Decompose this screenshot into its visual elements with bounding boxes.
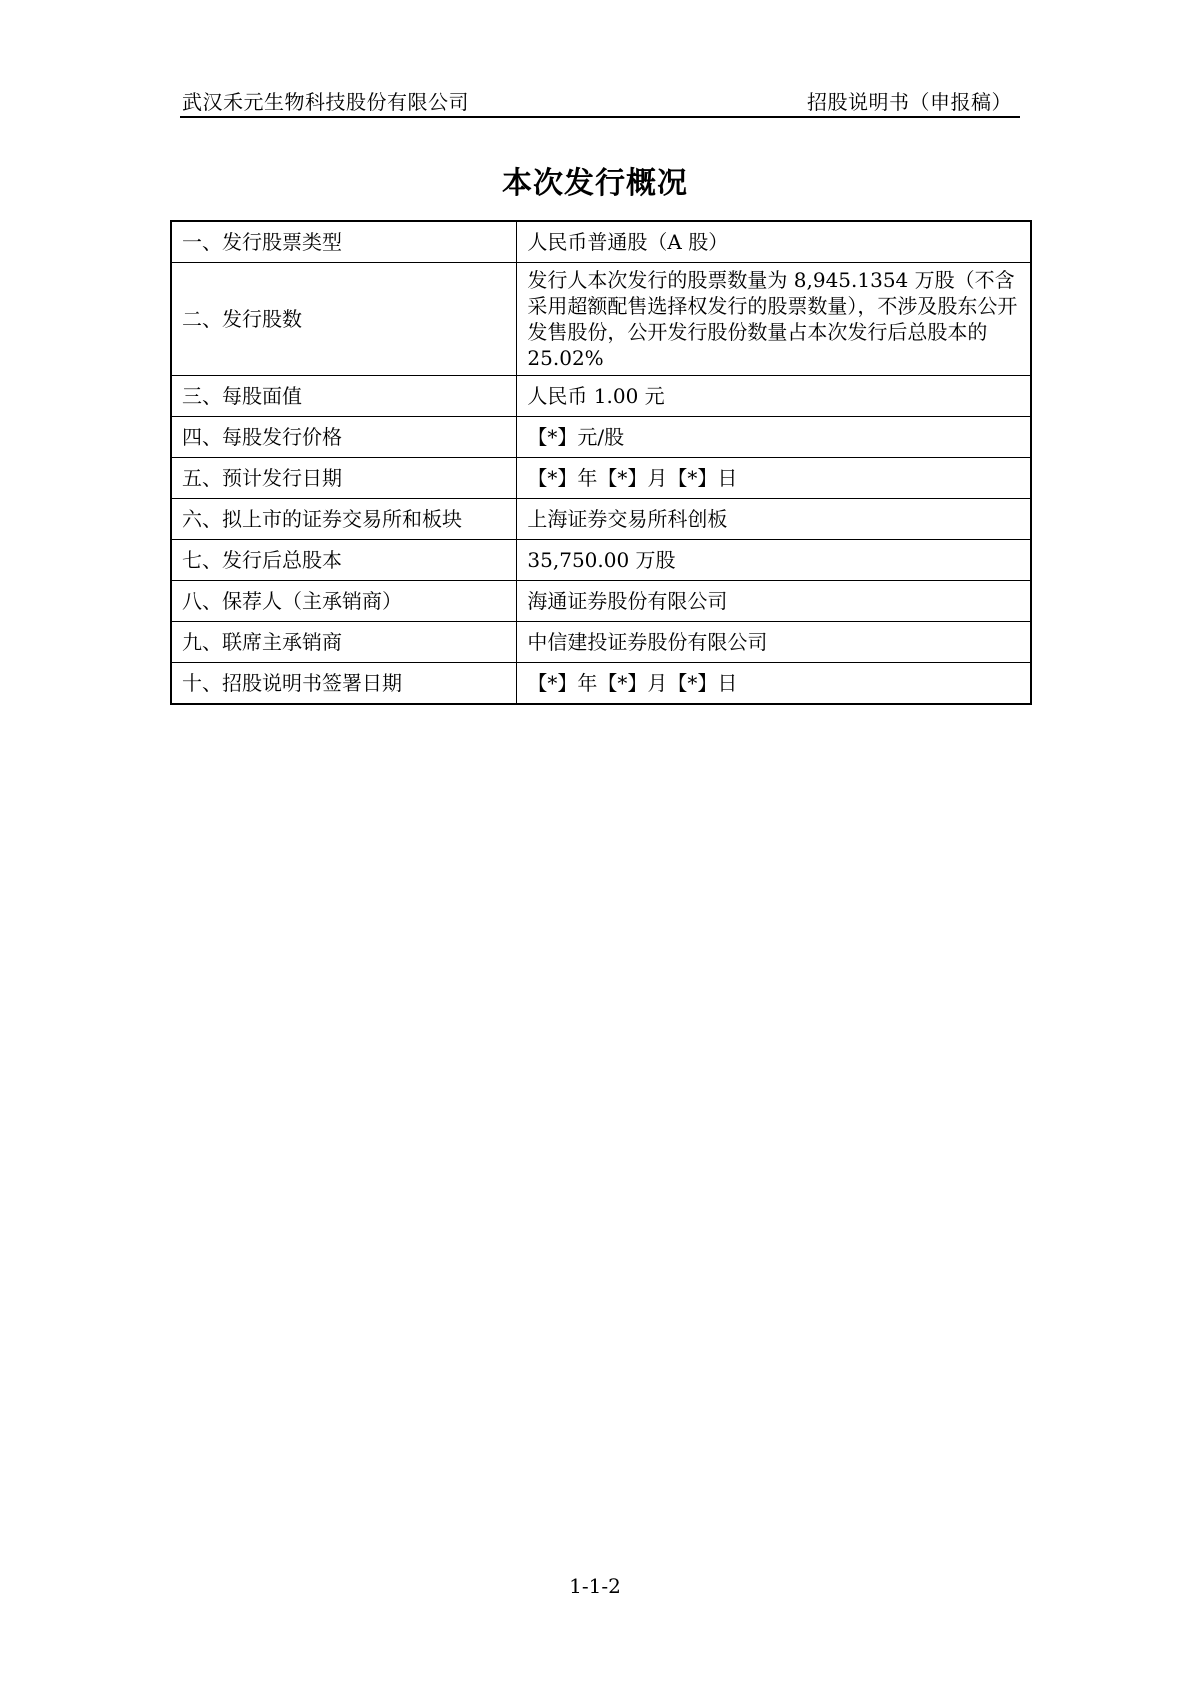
- row-value: 【*】年【*】月【*】日: [517, 663, 1031, 705]
- row-value: 上海证券交易所科创板: [517, 499, 1031, 540]
- row-value: 35,750.00 万股: [517, 540, 1031, 581]
- table-row: [171, 663, 1031, 705]
- company-name: 武汉禾元生物科技股份有限公司: [182, 90, 469, 114]
- row-label: 十、招股说明书签署日期: [171, 663, 517, 705]
- row-label: 五、预计发行日期: [171, 458, 517, 499]
- table-row: [171, 376, 1031, 417]
- row-label: 一、发行股票类型: [171, 221, 517, 263]
- row-label: 二、发行股数: [171, 263, 517, 376]
- table-row: [171, 458, 1031, 499]
- table-row: [171, 499, 1031, 540]
- row-label: 六、拟上市的证券交易所和板块: [171, 499, 517, 540]
- row-value: 【*】元/股: [517, 417, 1031, 458]
- table-row: [171, 263, 1031, 376]
- document-type: 招股说明书（申报稿）: [807, 90, 1012, 114]
- table-row: [171, 622, 1031, 663]
- row-label: 四、每股发行价格: [171, 417, 517, 458]
- issuance-overview-table: [170, 220, 1032, 705]
- table-row: [171, 417, 1031, 458]
- table-row: [171, 221, 1031, 263]
- page-title: 本次发行概况: [502, 166, 688, 201]
- row-value: 中信建投证券股份有限公司: [517, 622, 1031, 663]
- row-label: 八、保荐人（主承销商）: [171, 581, 517, 622]
- row-label: 九、联席主承销商: [171, 622, 517, 663]
- row-value: 人民币 1.00 元: [517, 376, 1031, 417]
- page-number: 1-1-2: [569, 1574, 621, 1598]
- row-label: 三、每股面值: [171, 376, 517, 417]
- page-header: [180, 84, 1020, 118]
- row-value: 【*】年【*】月【*】日: [517, 458, 1031, 499]
- table-row: [171, 540, 1031, 581]
- table-row: [171, 581, 1031, 622]
- row-value: 人民币普通股（A 股）: [517, 221, 1031, 263]
- row-value: 发行人本次发行的股票数量为 8,945.1354 万股（不含采用超额配售选择权发行的股票数量），不涉及股东公开发售股份，公开发行股份数量占本次发行后总股本的 25.02%: [517, 263, 1031, 376]
- row-value: 海通证券股份有限公司: [517, 581, 1031, 622]
- row-label: 七、发行后总股本: [171, 540, 517, 581]
